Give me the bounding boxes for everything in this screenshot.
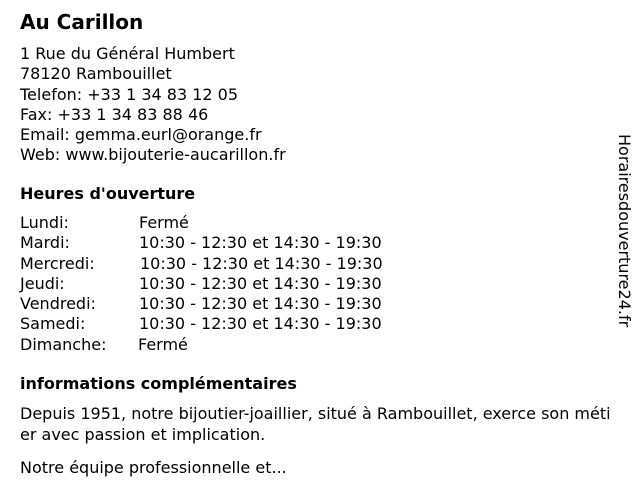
hours-time: 10:30 - 12:30 et 14:30 - 19:30	[139, 314, 382, 334]
watermark-text: Horairesdouverture24.fr	[615, 134, 634, 328]
hours-day: Jeudi:	[20, 273, 65, 293]
business-name: Au Carillon	[20, 10, 144, 34]
additional-info-heading: informations complémentaires	[20, 374, 297, 393]
hours-day: Samedi:	[20, 314, 86, 334]
hours-day: Dimanche:	[20, 334, 107, 354]
hours-time: 10:30 - 12:30 et 14:30 - 19:30	[139, 294, 382, 314]
hours-day: Lundi:	[20, 213, 69, 232]
contact-block	[20, 44, 286, 166]
hours-day: Mardi:	[20, 233, 70, 253]
hours-day: Vendredi:	[20, 294, 96, 314]
address-line-1: 1 Rue du Général Humbert	[20, 44, 235, 63]
hours-time: Fermé	[139, 213, 189, 232]
hours-time: 10:30 - 12:30 et 14:30 - 19:30	[139, 233, 382, 253]
hours-day: Mercredi:	[20, 253, 95, 273]
phone-number: Telefon: +33 1 34 83 12 05	[20, 84, 239, 104]
hours-time: Fermé	[138, 334, 188, 354]
hours-time: 10:30 - 12:30 et 14:30 - 19:30	[140, 253, 383, 273]
description-teaser: Notre équipe professionnelle et...	[20, 458, 287, 477]
watermark-vertical	[612, 134, 636, 346]
hours-time: 10:30 - 12:30 et 14:30 - 19:30	[139, 273, 382, 293]
description-paragraph: Depuis 1951, notre bijoutier-joaillier, situé à Rambouillet, exerce son métier avec passion et implication.	[20, 404, 611, 444]
fax-number: Fax: +33 1 34 83 88 46	[20, 104, 209, 124]
email-address: Email: gemma.eurl@orange.fr	[20, 125, 262, 145]
address-line-2: 78120 Rambouillet	[20, 64, 172, 84]
website-address: Web: www.bijouterie-aucarillon.fr	[20, 145, 286, 165]
opening-hours-heading: Heures d'ouverture	[20, 184, 196, 203]
